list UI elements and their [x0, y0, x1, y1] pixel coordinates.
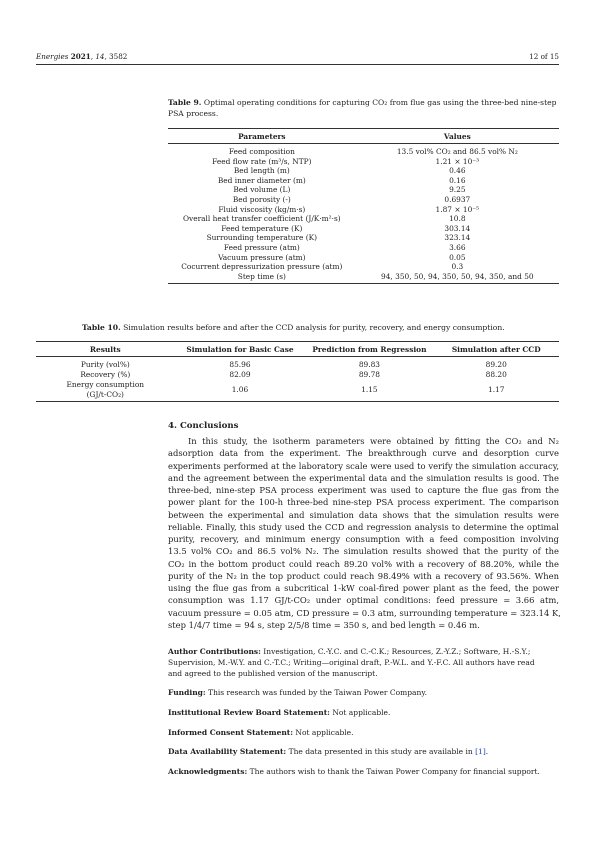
table9-cell-parameter: Feed temperature (K): [221, 223, 303, 233]
conclusions-line: reliable. Finally, this study used the CCD and regression analysis to determine the optimal: [168, 521, 559, 532]
conclusions-line: between the experimental and simulation data shows that the simulation results were: [168, 509, 559, 520]
author-contributions: [168, 646, 559, 680]
table9-cell-value: 3.66: [449, 242, 466, 252]
conclusions-paragraph: [168, 435, 559, 631]
table10-cell-basic: 85.96: [229, 360, 251, 369]
conclusions-line: and the agreement between the experimental data and the simulation results is good. The: [168, 472, 559, 483]
table9-cell-parameter: Bed volume (L): [233, 185, 291, 195]
table10-cell-ccd: 1.17: [488, 384, 505, 394]
author-contributions-line3: and agreed to the published version of the manuscript.: [168, 669, 378, 679]
table9-cell-value: 1.87 × 10⁻⁵: [435, 204, 480, 214]
reference-link[interactable]: [1]: [475, 747, 486, 756]
conclusions-line: using the flue gas from a subcritical 1-kW coal-fired power plant as the feed, the power: [168, 583, 559, 593]
data-availability-period: .: [485, 747, 489, 756]
table9-cell-value: 1.21 × 10⁻³: [435, 156, 480, 166]
irb-label: Institutional Review Board Statement:: [168, 708, 330, 717]
table9-label: Table 9.: [168, 98, 202, 107]
table-row: [168, 243, 559, 253]
header-rule: [36, 64, 559, 65]
journal-volume: 14: [95, 52, 105, 61]
table10-caption: [82, 322, 505, 333]
table9-cell-parameter: Feed composition: [228, 147, 295, 156]
table10-cell-ccd: 88.20: [485, 370, 507, 379]
table9-cell-parameter: Bed inner diameter (m): [217, 175, 306, 185]
conclusions-line: power plant for the 100-h three-bed nine-step PSA process experiment. The comparison: [168, 497, 559, 508]
running-header-citation: Energies 2021, 14, 3582: [36, 52, 128, 61]
table9-cell-value: 0.3: [451, 262, 464, 272]
table9-cell-parameter: Bed porosity (-): [232, 194, 291, 204]
table9-cell-parameter: Surrounding temperature (K): [206, 233, 318, 243]
page-number: 12 of 15: [529, 52, 559, 61]
table-row: [168, 214, 559, 224]
table9-cell-parameter: Bed length (m): [233, 166, 290, 176]
table9-caption-line1: Optimal operating conditions for capturing CO₂ from flue gas using the three-bed nine-step: [203, 98, 557, 107]
irb-text: Not applicable.: [332, 708, 391, 717]
table9-cell-value: 323.14: [444, 233, 471, 243]
irb-statement: [168, 707, 559, 718]
table10-cell-result: Purity (vol%): [80, 360, 130, 369]
table9-cell-value: 13.5 vol% CO₂ and 86.5 vol% N₂: [396, 147, 518, 156]
funding-label: Funding:: [168, 688, 206, 697]
consent-text: Not applicable.: [295, 728, 354, 737]
conclusions-line: experiments performed at the laboratory scale were used to verify the simulation accuracy,: [168, 460, 559, 471]
table10-cell-result: [36, 380, 175, 402]
table10-cell-regression: 1.15: [361, 384, 378, 394]
table10-cell-result-line2: (GJ/t-CO₂): [86, 389, 124, 399]
table10-header-ccd: Simulation after CCD: [433, 342, 559, 357]
table-row: [168, 166, 559, 176]
section-heading-conclusions: 4. Conclusions: [168, 421, 239, 431]
acknowledgments-label: Acknowledgments:: [168, 767, 248, 776]
table9-caption-line2: PSA process.: [168, 109, 219, 118]
table10-cell-ccd: 89.20: [485, 360, 507, 369]
table-row: [36, 380, 559, 402]
table9-caption: [168, 97, 559, 119]
table-row: [168, 253, 559, 263]
table9-cell-value: 10.8: [449, 214, 466, 224]
table9-cell-value: 9.25: [449, 185, 466, 195]
table10-cell-basic: 1.06: [231, 384, 249, 394]
author-contributions-label: Author Contributions:: [168, 647, 261, 656]
table10-cell-basic: 82.09: [229, 370, 251, 379]
data-availability-label: Data Availability Statement:: [168, 747, 287, 756]
table9-header-values: Values: [356, 129, 559, 144]
table10-caption-text: Simulation results before and after the CCD analysis for purity, recovery, and energy consumption.: [123, 323, 505, 332]
table-row: [168, 233, 559, 243]
table9-header-parameters: Parameters: [168, 129, 356, 144]
table-row: [168, 272, 559, 284]
conclusions-line: vacuum pressure = 0.05 atm, CD pressure = 0.3 atm, surrounding temperature = 323.14 K,: [168, 607, 561, 618]
table-row: [36, 370, 559, 380]
table-row: [168, 185, 559, 195]
table-row: [168, 224, 559, 234]
table-row: [36, 357, 559, 371]
conclusions-line: purity of the N₂ in the top product could reach 98.49% with a recovery of 93.56%. When: [168, 570, 559, 581]
article-number: 3582: [109, 52, 128, 61]
table-row: [168, 176, 559, 186]
table10-cell-result: Recovery (%): [80, 370, 131, 379]
table10: [36, 341, 559, 402]
table9: [168, 128, 559, 284]
table9-cell-parameter: Fluid viscosity (kg/m·s): [218, 204, 306, 214]
conclusions-line: step 1/4/7 time = 94 s, step 2/5/8 time = 350 s, and bed length = 0.46 m.: [168, 619, 480, 630]
table9-body: [168, 144, 559, 284]
table-row: [168, 157, 559, 167]
table10-label: Table 10.: [82, 323, 121, 332]
author-contributions-line2: Supervision, M.-W.Y. and C.-T.C.; Writing—original draft, P.-W.L. and Y.-F.C. All authors have read: [168, 658, 535, 668]
table9-cell-parameter: Feed flow rate (m³/s, NTP): [212, 156, 312, 166]
journal-name: Energies: [36, 52, 69, 61]
table9-cell-value: 0.05: [449, 252, 466, 262]
table9-cell-parameter: Vacuum pressure (atm): [218, 252, 306, 262]
author-contributions-line1: Investigation, C.-Y.C. and C.-C.K.; Resources, Z.-Y.Z.; Software, H.-S.Y.;: [263, 647, 531, 656]
journal-year: 2021: [70, 52, 91, 61]
table10-header-row: [36, 342, 559, 357]
funding-text: This research was funded by the Taiwan Power Company.: [208, 688, 427, 697]
table10-cell-regression: 89.83: [358, 360, 380, 369]
acknowledgments: [168, 766, 559, 777]
consent-label: Informed Consent Statement:: [168, 728, 294, 737]
table-row: [168, 262, 559, 272]
table9-cell-parameter: Cocurrent depressurization pressure (atm): [181, 262, 343, 272]
data-availability-statement: [168, 746, 559, 757]
table9-cell-value: 94, 350, 50, 94, 350, 50, 94, 350, and 50: [381, 271, 534, 281]
conclusions-line: In this study, the isotherm parameters were obtained by fitting the CO₂ and N₂: [188, 436, 559, 446]
table-row: [168, 205, 559, 215]
table9-cell-parameter: Step time (s): [237, 271, 286, 281]
table-row: [168, 144, 559, 157]
conclusions-line: adsorption data from the experiment. The breakthrough curve and desorption curve: [168, 448, 559, 459]
table9-cell-parameter: Feed pressure (atm): [223, 242, 300, 252]
informed-consent-statement: [168, 727, 559, 738]
table10-header-basic: Simulation for Basic Case: [175, 342, 306, 357]
table10-cell-regression: 89.78: [358, 370, 380, 379]
table9-cell-parameter: Overall heat transfer coefficient (J/K·m²·s): [183, 214, 341, 224]
conclusions-line: three-bed, nine-step PSA process experiment was used to capture the flue gas from the: [168, 485, 559, 495]
data-availability-text: The data presented in this study are available in: [288, 747, 476, 756]
funding-statement: [168, 687, 559, 698]
table10-cell-result-line1: Energy consumption: [66, 380, 145, 389]
acknowledgments-text: The authors wish to thank the Taiwan Power Company for financial support.: [249, 767, 540, 776]
table9-cell-value: 303.14: [444, 223, 471, 233]
table10-body: [36, 357, 559, 402]
conclusions-line: 13.5 vol% CO₂ and 86.5 vol% N₂. The simulation results showed that the purity of the: [168, 546, 559, 557]
table-row: [168, 195, 559, 205]
table9-cell-value: 0.6937: [444, 194, 471, 204]
conclusions-line: purity, recovery, and minimum energy consumption with a feed composition involving: [168, 534, 559, 544]
conclusions-line: CO₂ in the bottom product could reach 89.20 vol% with a recovery of 88.20%, while the: [168, 558, 559, 569]
table10-header-regression: Prediction from Regression: [305, 342, 433, 357]
table9-cell-value: 0.46: [449, 166, 466, 176]
table10-header-results: Results: [36, 342, 175, 357]
conclusions-line: consumption was 1.17 GJ/t-CO₂ under optimal conditions: feed pressure = 3.66 atm,: [168, 595, 559, 606]
table9-cell-value: 0.16: [449, 175, 466, 185]
table9-header-row: [168, 129, 559, 144]
